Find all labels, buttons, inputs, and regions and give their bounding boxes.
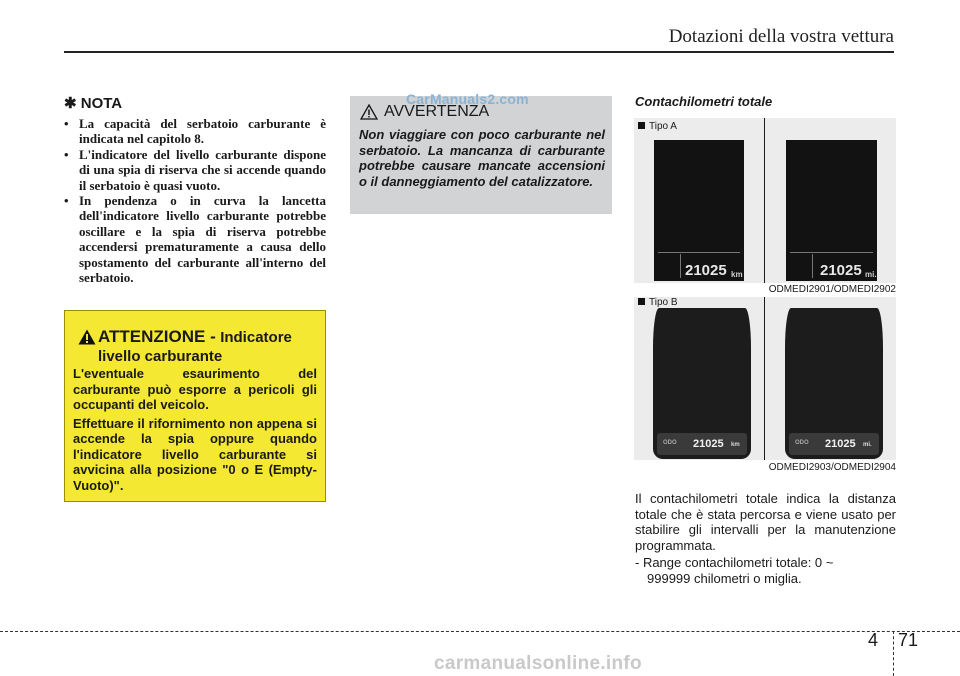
odometer-reading: 21025 (825, 438, 856, 450)
caution-triangle-icon (360, 104, 378, 120)
range-line: 999999 chilometri o miglia. (647, 570, 802, 586)
nota-item: • La capacità del serbatoio carburante è indicata nel capitolo 8. (64, 116, 326, 147)
panel-divider (764, 297, 765, 460)
footer-rule (0, 631, 960, 632)
attenzione-title (98, 327, 318, 366)
nota-heading: ✱ NOTA (64, 95, 123, 112)
square-bullet-icon (638, 122, 645, 129)
nota-item: • L'indicatore del livello carburante dispone di una spia di riserva che si accende quando il serbatoio è quasi vuoto. (64, 147, 326, 193)
odometer-reading: 21025 (685, 262, 727, 279)
watermark-link[interactable]: CarManuals2.com (406, 91, 529, 107)
image-code-b: ODMEDI2903/ODMEDI2904 (768, 462, 896, 473)
warning-triangle-icon (78, 329, 96, 345)
odometer-display-mi-b (785, 308, 883, 459)
odometer-display-km (654, 140, 744, 281)
tipo-b-label: Tipo B (638, 297, 678, 308)
odo-label: ODO (663, 440, 677, 446)
square-bullet-icon (638, 298, 645, 305)
attenzione-title-sub: Indicatore livello carburante (98, 329, 292, 365)
page-number: 71 (898, 630, 919, 650)
attenzione-paragraph: Effettuare il rifornimento non appena si accende la spia oppure quando l'indicatore livello carburante si avvicina alla posizione "0 o E (Empty-Vuoto)". (73, 415, 317, 493)
odometer-unit: mi. (865, 270, 877, 279)
odo-label: ODO (795, 440, 809, 446)
image-code-a: ODMEDI2901/ODMEDI2902 (768, 284, 896, 295)
footer-separator (893, 631, 894, 676)
attenzione-paragraph: L'eventuale esaurimento del carburante può esporre a pericoli gli occupanti del veicolo. (73, 366, 317, 412)
attenzione-title-main: ATTENZIONE - (98, 327, 216, 346)
nota-list (64, 116, 326, 285)
avvertenza-title: AVVERTENZA (384, 103, 490, 120)
odometer-description: Il contachilometri totale indica la distanza totale che è stata percorsa e viene usato per stabilire gli intervalli per la manutenzione programmata. (635, 491, 896, 553)
avvertenza-body: Non viaggiare con poco carburante nel serbatoio. La mancanza di carburante potrebbe causare mancate accensioni o il danneggiamento del catalizzatore. (359, 127, 605, 189)
odometer-reading: 21025 (693, 438, 724, 450)
odometer-unit: km (731, 270, 743, 279)
odometer-unit: mi. (863, 442, 872, 448)
panel-divider (764, 118, 765, 283)
nota-item: • In pendenza o in curva la lancetta dell'indicatore livello carburante potrebbe oscillare e la spia di riserva potrebbe accendersi prematuramente a causa dello spostamento del carburante all'interno del serbatoio. (64, 193, 326, 285)
page-header-title: Dotazioni della vostra vettura (668, 26, 894, 47)
odometer-unit: km (731, 442, 740, 448)
tipo-a-label: Tipo A (638, 121, 677, 132)
odometer-heading: Contachilometri totale (635, 94, 773, 109)
attenzione-body (73, 366, 317, 496)
footer-watermark-link[interactable]: carmanualsonline.info (434, 653, 642, 674)
range-line: - Range contachilometri totale: 0 ~ (635, 555, 834, 570)
odometer-display-km-b (653, 308, 751, 459)
header-rule (64, 51, 894, 53)
odometer-display-mi (786, 140, 877, 281)
odometer-reading: 21025 (820, 262, 862, 279)
odometer-range (635, 555, 896, 586)
chapter-number: 4 (868, 630, 879, 650)
